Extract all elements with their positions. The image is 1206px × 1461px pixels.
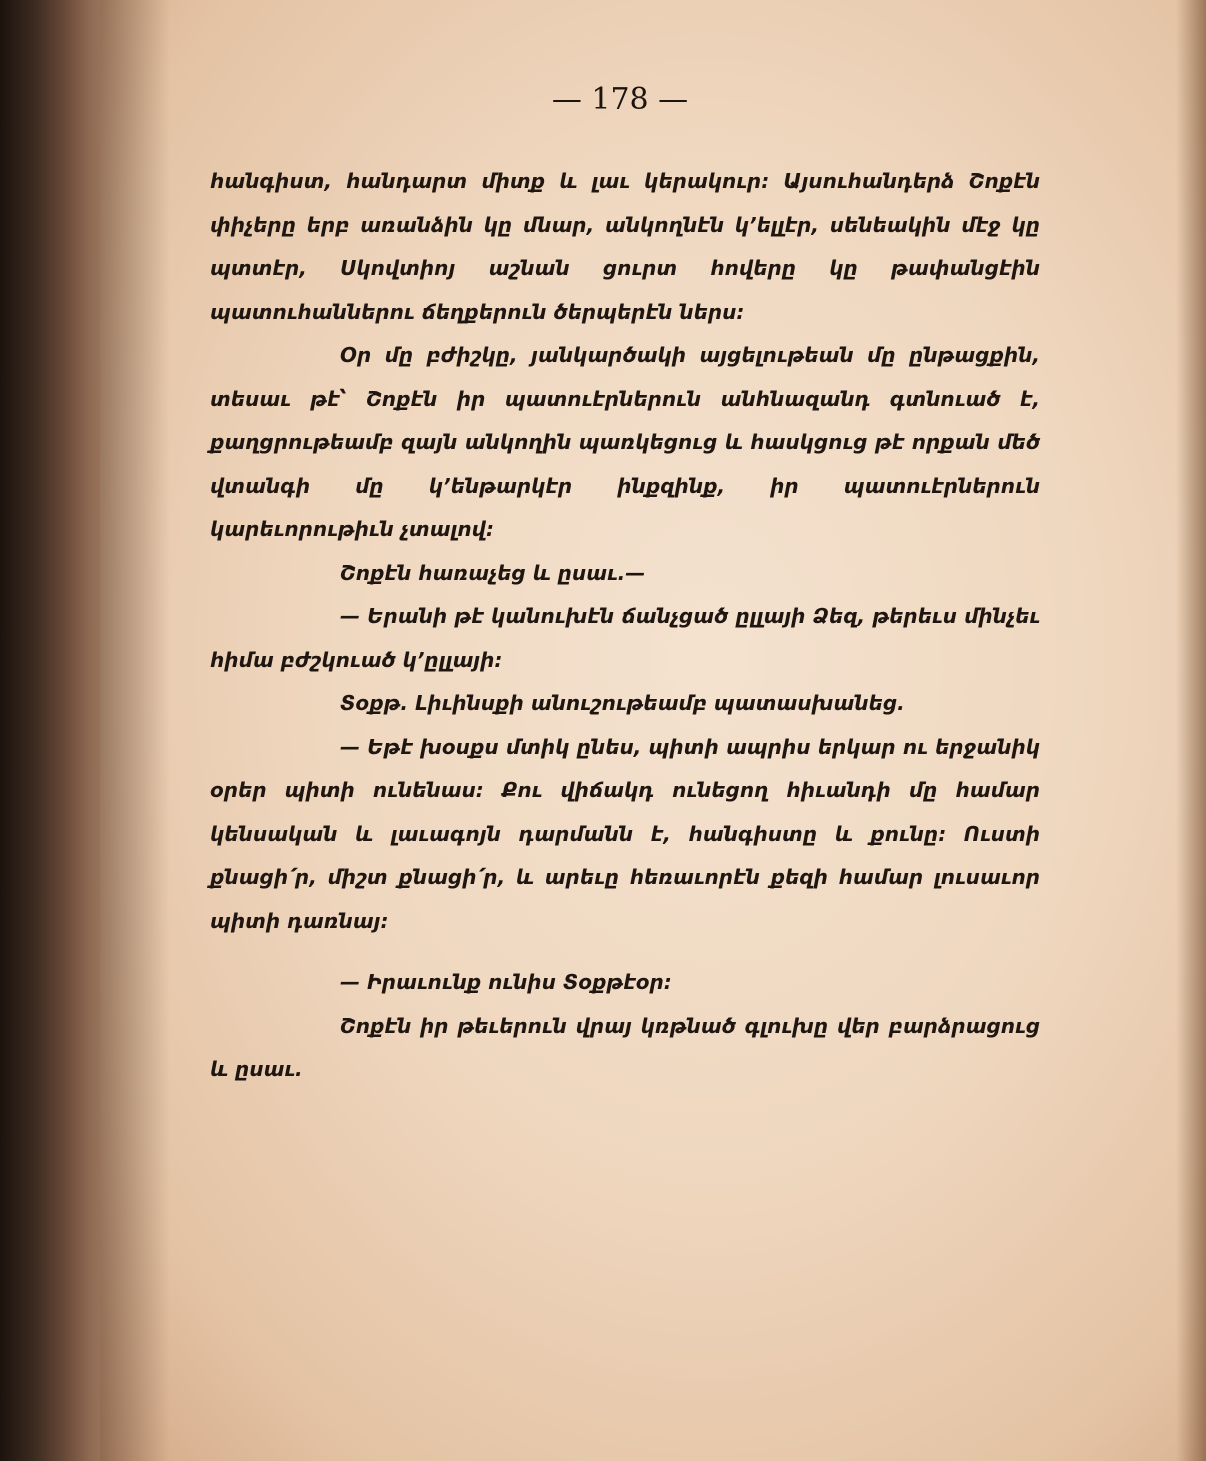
page-edge (1176, 0, 1206, 1461)
paragraph-5: Տօքթ. Լիւինսքի անուշութեամբ պատասխանեց. (340, 691, 905, 715)
page-number: — 178 — (551, 82, 689, 117)
paragraph-8: Շոքէն իր թեւերուն վրայ կռթնած գլուխը վեր բարձրացուց և ըսաւ. (210, 1013, 1040, 1081)
paragraph-6: — Եթէ խօսքս մտիկ ընես, պիտի ապրիս երկար ու երջանիկ օրեր պիտի ունենաս։ Քու վիճակդ ունեցող հիւանդի մը համար կենսական և լաւագոյն դարմանն է, հանգիստը և քունը։ Ուստի քնացի՛ր, միշտ քնացի՛ր, և արեւը հեռաւորէն քեզի համար լուսաւոր պիտի դառնայ։ (210, 734, 1040, 933)
paragraph-4: — Երանի թէ կանուխէն ճանչցած ըլլայի Ձեզ, թերեւս մինչեւ հիմա բժշկուած կ՚ըլլայի։ (210, 604, 1040, 672)
paragraph-3: Շոքէն հառաչեց և ըսաւ.— (340, 560, 646, 585)
paragraph-1: հանգիստ, հանդարտ միտք և լաւ կերակուր։ Այսուհանդերձ Շոքէն փիչերը երբ առանձին կը մնար, անկողնէն կ՚ելլէր, սենեակին մէջ կը պտտէր, Սկովտիոյ աշնան ցուրտ հովերը կը թափանցէին պատուհաններու ճեղքերուն ծերպերէն ներս։ (210, 169, 1040, 324)
page-gutter-shadow (100, 0, 170, 1461)
body-text (210, 160, 1040, 1220)
paragraph-2: Օր մը բժիշկը, յանկարծակի այցելութեան մը ընթացքին, տեսաւ թէ՝ Շոքէն իր պատուէրներուն անհնազանդ գտնուած է, քաղցրութեամբ զայն անկողին պառկեցուց և հասկցուց թէ որքան մեծ վտանգի մը կ՚ենթարկէր ինքզինք, իր պատուէրներուն կարեւորութիւն չտալով։ (210, 343, 1040, 541)
paragraph-7: — Իրաւունք ունիս Տօքթէօր։ (340, 970, 672, 994)
